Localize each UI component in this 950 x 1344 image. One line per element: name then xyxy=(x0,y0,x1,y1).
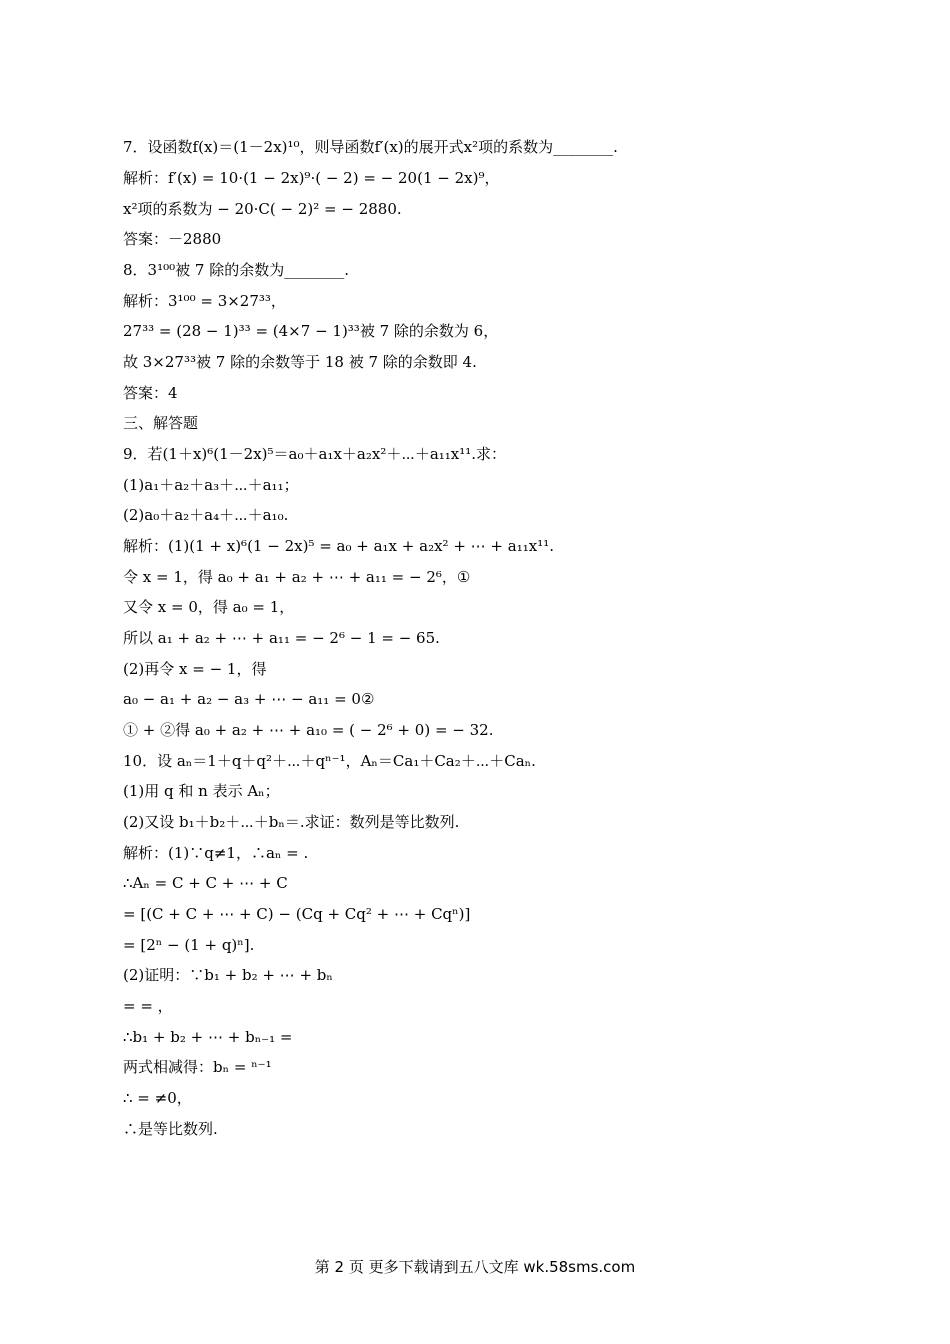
text-line: (2)a₀＋a₂＋a₄＋⋯＋a₁₀. xyxy=(123,506,289,524)
text-line: 8．3¹⁰⁰被 7 除的余数为________. xyxy=(123,261,349,279)
text-line: ∴ = ≠0， xyxy=(123,1089,192,1107)
text-line: 又令 x = 0，得 a₀ = 1， xyxy=(123,598,295,616)
text-line: x²项的系数为 − 20·C( − 2)² = − 2880. xyxy=(123,200,402,218)
text-line: ∴是等比数列. xyxy=(123,1120,218,1138)
text-line: (2)证明：∵b₁ + b₂ + ⋯ + bₙ xyxy=(123,966,333,984)
text-line: 答案：4 xyxy=(123,384,178,402)
text-line: (2)又设 b₁＋b₂＋⋯＋bₙ＝.求证：数列是等比数列. xyxy=(123,813,460,831)
text-line: a₀ − a₁ + a₂ − a₃ + ⋯ − a₁₁ = 0② xyxy=(123,690,375,708)
text-line: 解析：3¹⁰⁰ = 3×27³³， xyxy=(123,292,286,310)
text-line: 27³³ = (28 − 1)³³ = (4×7 − 1)³³被 7 除的余数为 6， xyxy=(123,322,499,340)
text-line: 答案：－2880 xyxy=(123,230,222,248)
text-line: (1)用 q 和 n 表示 Aₙ； xyxy=(123,782,280,800)
text-line: ∴Aₙ = C + C + ⋯ + C xyxy=(123,874,288,892)
text-line: 7．设函数f(x)＝(1－2x)¹⁰，则导函数f′(x)的展开式x²项的系数为________. xyxy=(123,138,618,156)
text-line: 两式相减得：bₙ = ⁿ⁻¹ xyxy=(123,1058,272,1076)
text-line: 10．设 aₙ＝1＋q＋q²＋⋯＋qⁿ⁻¹，Aₙ＝Ca₁＋Ca₂＋⋯＋Caₙ. xyxy=(123,752,536,770)
text-line: = [(C + C + ⋯ + C) − (Cq + Cq² + ⋯ + Cqⁿ)] xyxy=(123,905,471,923)
text-line: 故 3×27³³被 7 除的余数等于 18 被 7 除的余数即 4. xyxy=(123,353,477,371)
text-line: 9．若(1＋x)⁶(1－2x)⁵＝a₀＋a₁x＋a₂x²＋⋯＋a₁₁x¹¹.求： xyxy=(123,445,507,463)
text-line: 解析：f′(x) = 10·(1 − 2x)⁹·( − 2) = − 20(1 − 2x)⁹， xyxy=(123,169,500,187)
text-line: ∴b₁ + b₂ + ⋯ + bₙ₋₁ = xyxy=(123,1028,293,1046)
text-line: 所以 a₁ + a₂ + ⋯ + a₁₁ = − 2⁶ − 1 = − 65. xyxy=(123,629,440,647)
text-line: ① + ②得 a₀ + a₂ + ⋯ + a₁₀ = ( − 2⁶ + 0) = − 32. xyxy=(123,721,494,739)
text-line: 解析：(1)(1 + x)⁶(1 − 2x)⁵ = a₀ + a₁x + a₂x² + ⋯ + a₁₁x¹¹. xyxy=(123,537,554,555)
text-line: (2)再令 x = − 1，得 xyxy=(123,660,267,678)
section-heading: 三、解答题 xyxy=(123,414,199,432)
text-line: = [2ⁿ − (1 + q)ⁿ]. xyxy=(123,936,255,954)
text-line: 解析：(1)∵q≠1，∴aₙ = . xyxy=(123,844,309,862)
text-line: 令 x = 1，得 a₀ + a₁ + a₂ + ⋯ + a₁₁ = − 2⁶，① xyxy=(123,568,471,586)
page-footer: 第 2 页 更多下载请到五八文库 wk.58sms.com xyxy=(314,1258,636,1276)
text-line: = = ， xyxy=(123,997,173,1015)
text-line: (1)a₁＋a₂＋a₃＋⋯＋a₁₁； xyxy=(123,476,299,494)
